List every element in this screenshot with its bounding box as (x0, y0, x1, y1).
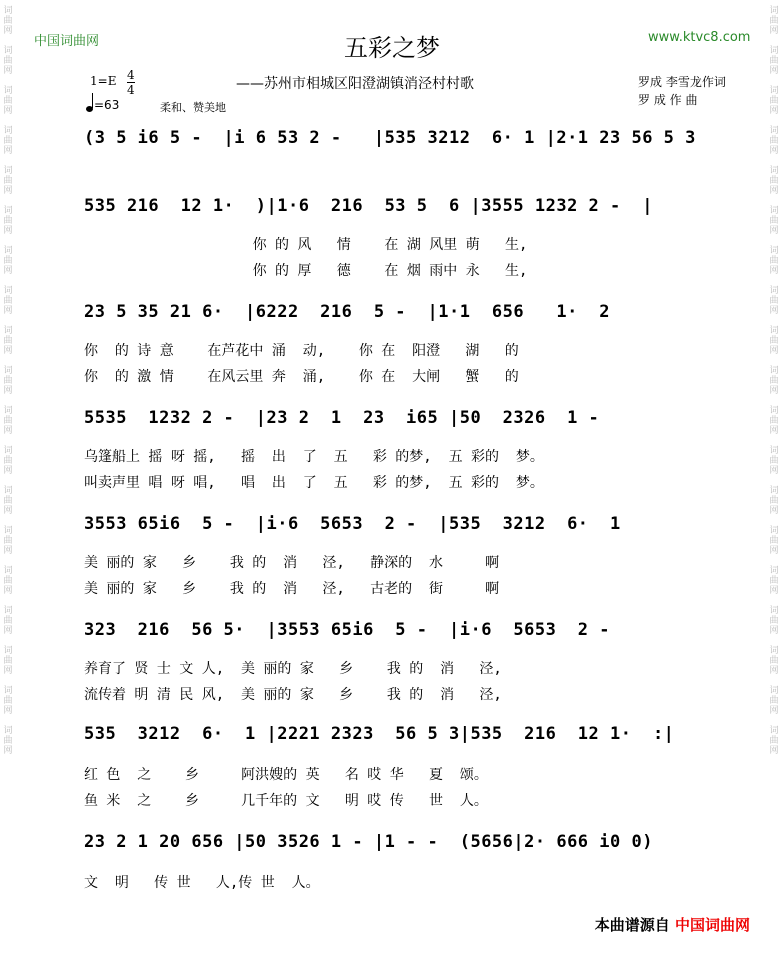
time-signature-bottom: 4 (127, 83, 135, 97)
notation-line: 535 3212 6· 1 |2221 2323 56 5 3|535 216 12 1· :| (84, 724, 675, 744)
lyric-verse-1: 乌篷船上 摇 呀 摇, 摇 出 了 五 彩 的梦, 五 彩的 梦。 (84, 449, 544, 465)
lyric-verse-2: 鱼 米 之 乡 几千年的 文 明 哎 传 世 人。 (84, 793, 488, 809)
notation-line: (3 5 i6 5 - |i 6 53 2 - |535 3212 6· 1 |2·1 23 56 5 3 (84, 128, 696, 148)
time-signature-top: 4 (127, 68, 135, 82)
site-name-top-left[interactable]: 中国词曲网 (34, 34, 100, 49)
lyric-verse-1: 文 明 传 世 人,传 世 人。 (84, 875, 320, 891)
key-signature: 1=E (90, 74, 117, 88)
lyric-verse-1: 美 丽的 家 乡 我 的 消 泾, 静深的 水 啊 (84, 555, 500, 571)
site-url-top-right[interactable]: www.ktvc8.com (648, 30, 751, 45)
lyric-verse-2: 流传着 明 清 民 风, 美 丽的 家 乡 我 的 消 泾, (84, 687, 502, 703)
lyric-verse-2: 你 的 厚 德 在 烟 雨中 永 生, (84, 263, 528, 279)
lyric-verse-1: 养育了 贤 士 文 人, 美 丽的 家 乡 我 的 消 泾, (84, 661, 502, 677)
left-watermark: 词 曲 网 词 曲 网 词 曲 网 词 曲 网 词 曲 网 词 曲 网 词 曲 网 词 曲 网 词 曲 网 词 曲 网 词 曲 网 词 曲 网 词 曲 网 词 曲 网 词 曲 网 词 曲 网 词 曲 网 词 曲 网 词 曲 网 (3, 6, 13, 756)
composer-credit: 罗 成 作 曲 (638, 93, 698, 107)
notation-line: 3553 65i6 5 - |i·6 5653 2 - |535 3212 6· 1 (84, 514, 621, 534)
source-site-link[interactable]: 中国词曲网 (674, 916, 750, 934)
notation-line: 535 216 12 1· )|1·6 216 53 5 6 |3555 1232 2 - | (84, 196, 653, 216)
source-note (595, 914, 750, 935)
notation-line: 23 2 1 20 656 |50 3526 1 - |1 - - (5656|2· 666 i0 0) (84, 832, 653, 852)
lyric-verse-1: 你 的 诗 意 在芦花中 涌 动, 你 在 阳澄 湖 的 (84, 343, 519, 359)
notation-line: 323 216 56 5· |3553 65i6 5 - |i·6 5653 2 - (84, 620, 611, 640)
lyric-verse-1: 红 色 之 乡 阿洪嫂的 英 名 哎 华 夏 颂。 (84, 767, 488, 783)
lyric-verse-1: 你 的 风 情 在 湖 风里 萌 生, (84, 237, 528, 253)
source-label: 本曲谱源自 (594, 916, 670, 934)
right-watermark: 词 曲 网 词 曲 网 词 曲 网 词 曲 网 词 曲 网 词 曲 网 词 曲 网 词 曲 网 词 曲 网 词 曲 网 词 曲 网 词 曲 网 词 曲 网 词 曲 网 词 曲 网 词 曲 网 词 曲 网 词 曲 网 词 曲 网 (769, 6, 779, 756)
notation-line: 5535 1232 2 - |23 2 1 23 i65 |50 2326 1 - (84, 408, 600, 428)
lyricist-credit: 罗成 李雪龙作词 (638, 75, 726, 89)
tempo-marking (86, 98, 119, 112)
notation-line: 23 5 35 21 6· |6222 216 5 - |1·1 656 1· 2 (84, 302, 611, 322)
lyric-verse-2: 叫卖声里 唱 呀 唱, 唱 出 了 五 彩 的梦, 五 彩的 梦。 (84, 475, 544, 491)
quarter-note-icon (86, 106, 93, 112)
lyric-verse-2: 美 丽的 家 乡 我 的 消 泾, 古老的 街 啊 (84, 581, 500, 597)
tempo-value: =63 (94, 98, 120, 112)
song-title: 五彩之梦 (344, 34, 440, 62)
song-subtitle: ——苏州市相城区阳澄湖镇消泾村村歌 (236, 76, 474, 92)
lyric-verse-2: 你 的 激 情 在风云里 奔 涌, 你 在 大闸 蟹 的 (84, 369, 519, 385)
expression-marking: 柔和、赞美地 (160, 101, 226, 114)
time-signature (127, 68, 135, 97)
